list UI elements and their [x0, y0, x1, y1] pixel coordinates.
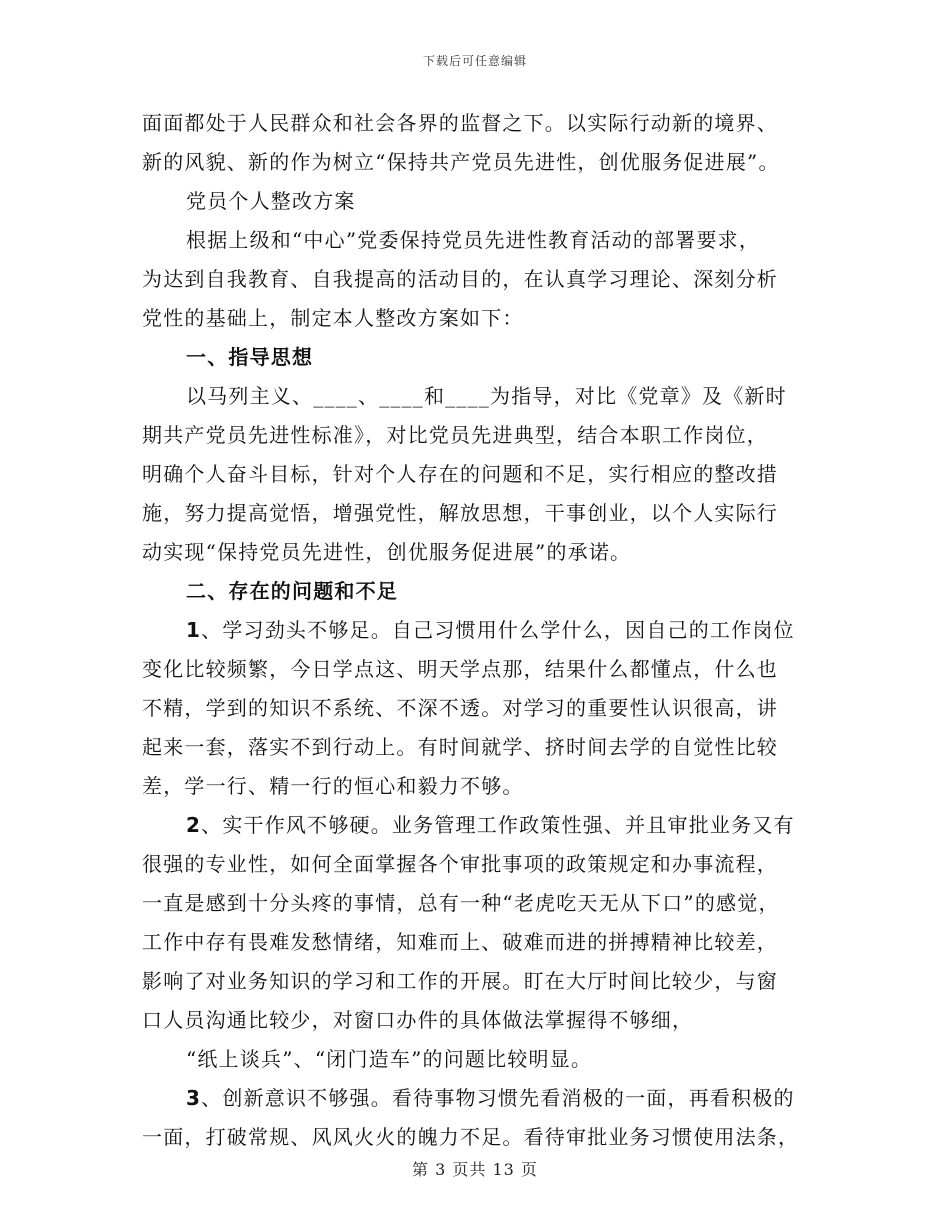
heading-guiding-thought: 一、指导思想 — [186, 345, 314, 369]
text-line: 明确个人奋斗目标，针对个人存在的问题和不足，实行相应的整改措 — [142, 462, 778, 486]
text-line-numbered — [142, 611, 812, 650]
text-line: 不精，学到的知识不系统、不深不透。对学习的重要性认识很高，讲 — [142, 696, 778, 720]
item-text: 、学习劲头不够足。自己习惯用什么学什么，因自己的工作岗位 — [201, 618, 795, 642]
text-line: “纸上谈兵”、“闭门造车”的问题比较明显。 — [186, 1047, 593, 1071]
item-number: 3 — [186, 1086, 202, 1110]
text-line: 党性的基础上，制定本人整改方案如下： — [142, 306, 524, 330]
item-text: 、实干作风不够硬。业务管理工作政策性强、并且审批业务又有 — [201, 813, 795, 837]
text-line-numbered — [142, 1079, 812, 1118]
text-line: 动实现“保持党员先进性，创优服务促进展”的承诺。 — [142, 540, 632, 564]
text-line: 根据上级和“中心”党委保持党员先进性教育活动的部署要求， — [186, 228, 761, 252]
text-line: 工作中存有畏难发愁情绪，知难而上、破难而进的拼搏精神比较差， — [142, 930, 778, 954]
text-line-numbered — [142, 806, 812, 845]
text-line: 起来一套，落实不到行动上。有时间就学、挤时间去学的自觉性比较 — [142, 735, 778, 759]
text-line: 变化比较频繁，今日学点这、明天学点那，结果什么都懂点，什么也 — [142, 657, 778, 681]
text-line: 口人员沟通比较少，对窗口办件的具体做法掌握得不够细， — [142, 1008, 694, 1032]
text-line: 一面，打破常规、风风火火的魄力不足。看待审批业务习惯使用法条， — [142, 1125, 800, 1149]
page-footer: 第 3 页共 13 页 — [412, 1160, 538, 1179]
item-number: 1 — [186, 618, 202, 642]
heading-problems: 二、存在的问题和不足 — [186, 579, 398, 603]
text-line: 以马列主义、____、____和____为指导，对比《党章》及《新时 — [186, 384, 787, 408]
text-line: 期共产党员先进性标准》，对比党员先进典型，结合本职工作岗位， — [142, 423, 768, 447]
text-line: 为达到自我教育、自我提高的活动目的，在认真学习理论、深刻分析 — [142, 267, 778, 291]
text-line: 面面都处于人民群众和社会各界的监督之下。以实际行动新的境界、 — [142, 111, 778, 135]
text-line: 很强的专业性，如何全面掌握各个审批事项的政策规定和办事流程， — [142, 852, 778, 876]
item-text: 、创新意识不够强。看待事物习惯先看消极的一面，再看积极的 — [201, 1086, 795, 1110]
body-text — [142, 104, 812, 1157]
page-header: 下载后可任意编辑 — [422, 54, 527, 68]
item-number: 2 — [186, 813, 202, 837]
text-line: 新的风貌、新的作为树立“保持共产党员先进性，创优服务促进展”。 — [142, 150, 780, 174]
section-title: 党员个人整改方案 — [186, 189, 356, 213]
text-line: 施，努力提高觉悟，增强党性，解放思想，干事创业，以个人实际行 — [142, 501, 778, 525]
text-line: 影响了对业务知识的学习和工作的开展。盯在大厅时间比较少，与窗 — [142, 969, 778, 993]
text-line: 一直是感到十分头疼的事情，总有一种“老虎吃天无从下口”的感觉， — [142, 891, 780, 915]
text-line: 差，学一行、精一行的恒心和毅力不够。 — [142, 774, 524, 798]
